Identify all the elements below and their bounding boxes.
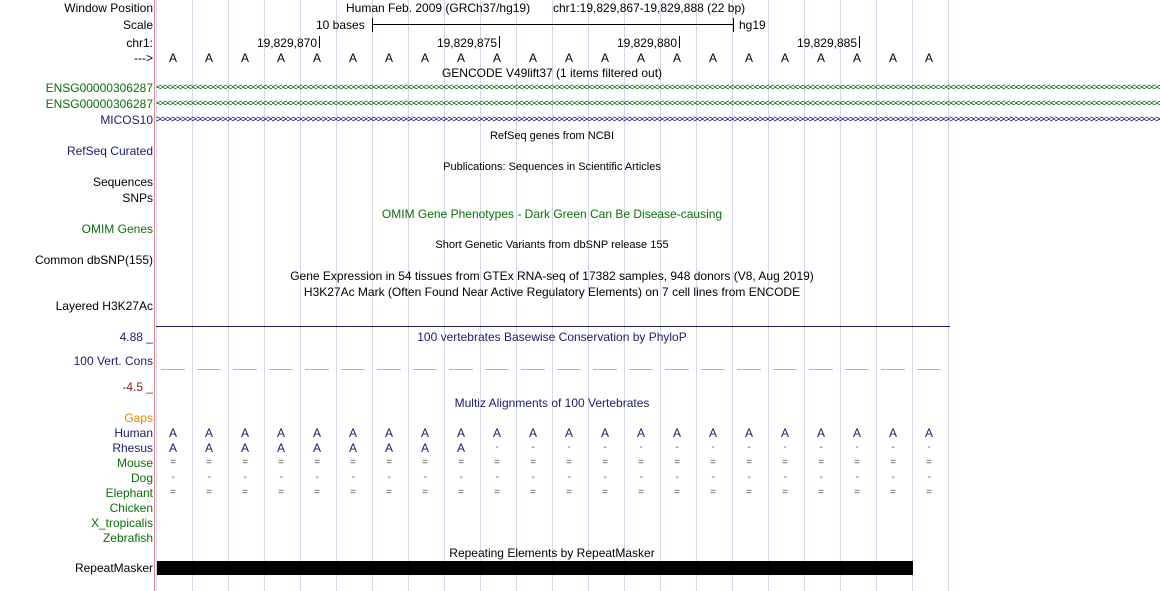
h3k27ac-label[interactable]: Layered H3K27Ac	[55, 299, 153, 313]
alignment-base: -	[855, 472, 859, 483]
alignment-base: A	[168, 441, 177, 455]
alignment-base: -	[891, 472, 895, 483]
alignment-base: A	[420, 441, 429, 455]
reference-base: A	[564, 51, 573, 65]
gencode-gene-2-feature[interactable]: <<<<<<<<<<<<<<<<<<<<<<<<<<<<<<<<<<<<<<<<<<<<<<<<<<<<<<<<<<<<<<<<<<<<<<<<<<<<<<<<<<<<<<<<<<<<<<<<<<<<<<<<<<<<<<<<<<<<<<<<<<<<<<<<<<<<<<<<<<<<<<<<<<<<<<<<<<<<<<<<<<<<<<<<<<<<<<<<<<<<<<<<<<<<<<<<<<<<<<<<	[156, 98, 1160, 109]
alignment-base: =	[782, 457, 788, 468]
gencode-gene-1-feature[interactable]: <<<<<<<<<<<<<<<<<<<<<<<<<<<<<<<<<<<<<<<<<<<<<<<<<<<<<<<<<<<<<<<<<<<<<<<<<<<<<<<<<<<<<<<<<<<<<<<<<<<<<<<<<<<<<<<<<<<<<<<<<<<<<<<<<<<<<<<<<<<<<<<<<<<<<<<<<<<<<<<<<<<<<<<<<<<<<<<<<<<<<<<<<<<<<<<<<<<<<<<<	[156, 82, 1160, 93]
conservation-dash	[197, 369, 221, 370]
alignment-base: A	[240, 426, 249, 440]
alignment-base: =	[818, 487, 824, 498]
conservation-dash	[737, 369, 761, 370]
alignment-base: =	[278, 457, 284, 468]
alignment-base: =	[566, 457, 572, 468]
scale-db: hg19	[739, 18, 766, 32]
alignment-base: =	[602, 487, 608, 498]
gencode-gene-label-2[interactable]: ENSG00000306287	[45, 97, 153, 111]
reference-base: A	[888, 51, 897, 65]
alignment-base: -	[603, 442, 607, 453]
scale-label: Scale	[122, 18, 153, 32]
conservation-dash	[341, 369, 365, 370]
alignment-base: A	[636, 426, 645, 440]
alignment-base: A	[240, 441, 249, 455]
omim-label[interactable]: OMIM Genes	[81, 222, 153, 236]
strand-label: --->	[134, 51, 153, 65]
conservation-dash	[629, 369, 653, 370]
species-label-elephant[interactable]: Elephant	[105, 486, 153, 500]
alignment-base: =	[386, 457, 392, 468]
reference-base: A	[672, 51, 681, 65]
reference-base: A	[240, 51, 249, 65]
reference-base: A	[528, 51, 537, 65]
alignment-base: A	[204, 426, 213, 440]
alignment-base: A	[384, 441, 393, 455]
alignment-base: A	[348, 426, 357, 440]
species-label-human[interactable]: Human	[114, 426, 153, 440]
alignment-base: -	[243, 472, 247, 483]
alignment-base: =	[242, 487, 248, 498]
alignment-base: =	[206, 487, 212, 498]
conservation-dash	[593, 369, 617, 370]
h3k27ac-title[interactable]: H3K27Ac Mark (Often Found Near Active Regulatory Elements) on 7 cell lines from ENCODE	[303, 285, 801, 299]
conservation-dash	[485, 369, 509, 370]
label-divider	[154, 0, 155, 591]
reference-base: A	[780, 51, 789, 65]
conservation-dash	[773, 369, 797, 370]
conservation-dash	[161, 369, 185, 370]
alignment-base: A	[816, 426, 825, 440]
ruler-tick-label: 19,829,885	[796, 36, 857, 50]
species-label-rhesus[interactable]: Rhesus	[112, 441, 153, 455]
alignment-base: -	[639, 442, 643, 453]
ruler-tick	[319, 36, 320, 48]
alignment-base: A	[924, 426, 933, 440]
alignment-base: -	[747, 442, 751, 453]
reference-base: A	[816, 51, 825, 65]
conservation-dash	[809, 369, 833, 370]
assembly-text: Human Feb. 2009 (GRCh37/hg19)	[346, 1, 531, 15]
conservation-dash	[557, 369, 581, 370]
reference-base: A	[852, 51, 861, 65]
alignment-base: =	[458, 457, 464, 468]
sequences-label[interactable]: Sequences	[92, 175, 153, 189]
dbsnp-title[interactable]: Short Genetic Variants from dbSNP release 155	[435, 239, 669, 251]
species-label-zebrafish[interactable]: Zebrafish	[102, 531, 153, 545]
alignment-base: -	[423, 472, 427, 483]
conservation-dash	[881, 369, 905, 370]
window-position-label: Window Position	[64, 1, 153, 15]
alignment-base: =	[422, 487, 428, 498]
chrom-label: chr1:	[126, 36, 153, 50]
alignment-base: -	[351, 472, 355, 483]
alignment-base: -	[855, 442, 859, 453]
conservation-max: 4.88 _	[119, 330, 153, 344]
alignment-base: =	[674, 457, 680, 468]
alignment-base: A	[564, 426, 573, 440]
species-label-chicken[interactable]: Chicken	[109, 501, 153, 515]
alignment-base: A	[888, 426, 897, 440]
alignment-base: =	[566, 487, 572, 498]
reference-base: A	[168, 51, 177, 65]
ruler-tick	[499, 36, 500, 48]
alignment-base: -	[567, 472, 571, 483]
reference-base: A	[456, 51, 465, 65]
refseq-title[interactable]: RefSeq genes from NCBI	[489, 130, 615, 142]
alignment-base: =	[746, 457, 752, 468]
alignment-base: =	[422, 457, 428, 468]
reference-base: A	[636, 51, 645, 65]
reference-base: A	[204, 51, 213, 65]
reference-base: A	[492, 51, 501, 65]
alignment-base: =	[890, 457, 896, 468]
alignment-base: =	[638, 457, 644, 468]
alignment-base: A	[852, 426, 861, 440]
conservation-dash	[665, 369, 689, 370]
alignment-base: =	[170, 487, 176, 498]
conservation-dash	[269, 369, 293, 370]
ruler-tick-label: 19,829,875	[436, 36, 497, 50]
alignment-base: =	[854, 457, 860, 468]
alignment-base: =	[602, 457, 608, 468]
alignment-base: A	[456, 426, 465, 440]
alignment-base: =	[746, 487, 752, 498]
omim-title[interactable]: OMIM Gene Phenotypes - Dark Green Can Be Disease-causing	[381, 207, 723, 221]
reference-base: A	[384, 51, 393, 65]
conservation-label[interactable]: 100 Vert. Cons	[73, 354, 153, 368]
dbsnp-label[interactable]: Common dbSNP(155)	[34, 253, 153, 267]
alignment-base: =	[206, 457, 212, 468]
alignment-base: A	[780, 426, 789, 440]
alignment-base: A	[708, 426, 717, 440]
alignment-base: =	[638, 487, 644, 498]
alignment-base: -	[495, 472, 499, 483]
alignment-base: A	[168, 426, 177, 440]
alignment-base: -	[387, 472, 391, 483]
alignment-base: A	[420, 426, 429, 440]
reference-base: A	[744, 51, 753, 65]
gtex-title[interactable]: Gene Expression in 54 tissues from GTEx RNA-seq of 17382 samples, 948 donors (V8, Aug 2019)	[290, 269, 814, 283]
alignment-base: -	[891, 442, 895, 453]
alignment-base: -	[783, 442, 787, 453]
alignment-base: =	[926, 487, 932, 498]
alignment-base: =	[818, 457, 824, 468]
alignment-base: -	[675, 442, 679, 453]
repeatmasker-label[interactable]: RepeatMasker	[74, 561, 153, 575]
conservation-dash	[233, 369, 257, 370]
alignment-base: A	[276, 441, 285, 455]
alignment-base: =	[314, 487, 320, 498]
refseq-label[interactable]: RefSeq Curated	[66, 144, 153, 158]
alignment-base: -	[459, 472, 463, 483]
alignment-base: -	[819, 442, 823, 453]
conservation-title[interactable]: 100 vertebrates Basewise Conservation by PhyloP	[417, 330, 687, 344]
alignment-base: -	[639, 472, 643, 483]
publications-title[interactable]: Publications: Sequences in Scientific Articles	[443, 161, 661, 173]
reference-base: A	[600, 51, 609, 65]
alignment-base: =	[854, 487, 860, 498]
alignment-base: A	[276, 426, 285, 440]
alignment-base: A	[528, 426, 537, 440]
gencode-title[interactable]: GENCODE V49lift37 (1 items filtered out)	[441, 66, 663, 80]
reference-base: A	[924, 51, 933, 65]
scale-bar-text: 10 bases	[316, 18, 365, 32]
alignment-base: A	[600, 426, 609, 440]
alignment-base: =	[782, 487, 788, 498]
conservation-dash	[413, 369, 437, 370]
reference-base: A	[348, 51, 357, 65]
repeatmasker-feature[interactable]	[157, 561, 913, 575]
snps-label[interactable]: SNPs	[122, 191, 153, 205]
alignment-base: =	[530, 457, 536, 468]
alignment-base: =	[458, 487, 464, 498]
alignment-base: -	[927, 472, 931, 483]
reference-base: A	[276, 51, 285, 65]
ruler-tick-label: 19,829,880	[616, 36, 677, 50]
scale-bar-line	[372, 24, 734, 25]
alignment-base: A	[384, 426, 393, 440]
alignment-base: A	[204, 441, 213, 455]
alignment-base: A	[672, 426, 681, 440]
h3k27ac-baseline	[156, 326, 950, 327]
alignment-base: A	[312, 426, 321, 440]
alignment-base: A	[744, 426, 753, 440]
alignment-base: A	[456, 441, 465, 455]
alignment-base: -	[495, 442, 499, 453]
scale-bar-left-cap	[372, 18, 373, 32]
species-label-dog[interactable]: Dog	[130, 471, 153, 485]
alignment-base: -	[279, 472, 283, 483]
alignment-base: A	[492, 426, 501, 440]
multiz-title[interactable]: Multiz Alignments of 100 Vertebrates	[454, 396, 650, 410]
alignment-base: -	[315, 472, 319, 483]
alignment-base: =	[674, 487, 680, 498]
ruler-tick	[859, 36, 860, 48]
ruler-tick-label: 19,829,870	[256, 36, 317, 50]
gencode-gene-3-feature[interactable]: >>>>>>>>>>>>>>>>>>>>>>>>>>>>>>>>>>>>>>>>>>>>>>>>>>>>>>>>>>>>>>>>>>>>>>>>>>>>>>>>>>>>>>>>>>>>>>>>>>>>>>>>>>>>>>>>>>>>>>>>>>>>>>>>>>>>>>>>>>>>>>>>>>>>>>>>>>>>>>>>>>>>>>>>>>>>>>>>>>>>>>>>>>>>>>>>>>>>>>>>	[156, 114, 1160, 125]
alignment-base: =	[278, 487, 284, 498]
reference-base: A	[312, 51, 321, 65]
alignment-base: -	[567, 442, 571, 453]
alignment-base: A	[348, 441, 357, 455]
alignment-base: =	[710, 487, 716, 498]
alignment-base: A	[312, 441, 321, 455]
alignment-base: -	[531, 472, 535, 483]
conservation-dash	[845, 369, 869, 370]
alignment-base: =	[350, 487, 356, 498]
alignment-base: =	[350, 457, 356, 468]
species-label-mouse[interactable]: Mouse	[116, 456, 153, 470]
gencode-gene-label-1[interactable]: ENSG00000306287	[45, 81, 153, 95]
conservation-dash	[521, 369, 545, 370]
gaps-label[interactable]: Gaps	[124, 411, 153, 425]
species-label-x_tropicalis[interactable]: X_tropicalis	[90, 516, 153, 530]
alignment-base: =	[494, 487, 500, 498]
alignment-base: =	[890, 487, 896, 498]
alignment-base: =	[530, 487, 536, 498]
position-text: chr1:19,829,867-19,829,888 (22 bp)	[553, 1, 746, 15]
alignment-base: -	[927, 442, 931, 453]
conservation-dash	[377, 369, 401, 370]
reference-base: A	[420, 51, 429, 65]
alignment-base: -	[675, 472, 679, 483]
alignment-base: =	[242, 457, 248, 468]
conservation-dash	[449, 369, 473, 370]
conservation-min: -4.5 _	[122, 380, 153, 394]
alignment-base: -	[603, 472, 607, 483]
alignment-base: -	[819, 472, 823, 483]
conservation-dash	[917, 369, 941, 370]
alignment-base: -	[531, 442, 535, 453]
repeatmasker-title[interactable]: Repeating Elements by RepeatMasker	[449, 546, 655, 560]
alignment-base: =	[170, 457, 176, 468]
alignment-base: -	[207, 472, 211, 483]
alignment-base: -	[711, 442, 715, 453]
ruler-tick	[679, 36, 680, 48]
alignment-base: =	[386, 487, 392, 498]
alignment-base: -	[783, 472, 787, 483]
gencode-gene-label-3[interactable]: MICOS10	[100, 113, 153, 127]
alignment-base: =	[314, 457, 320, 468]
conservation-dash	[305, 369, 329, 370]
alignment-base: =	[710, 457, 716, 468]
alignment-base: -	[747, 472, 751, 483]
conservation-dash	[701, 369, 725, 370]
alignment-base: =	[926, 457, 932, 468]
alignment-base: -	[711, 472, 715, 483]
alignment-base: =	[494, 457, 500, 468]
alignment-base: -	[171, 472, 175, 483]
scale-bar-right-cap	[733, 18, 734, 32]
reference-base: A	[708, 51, 717, 65]
